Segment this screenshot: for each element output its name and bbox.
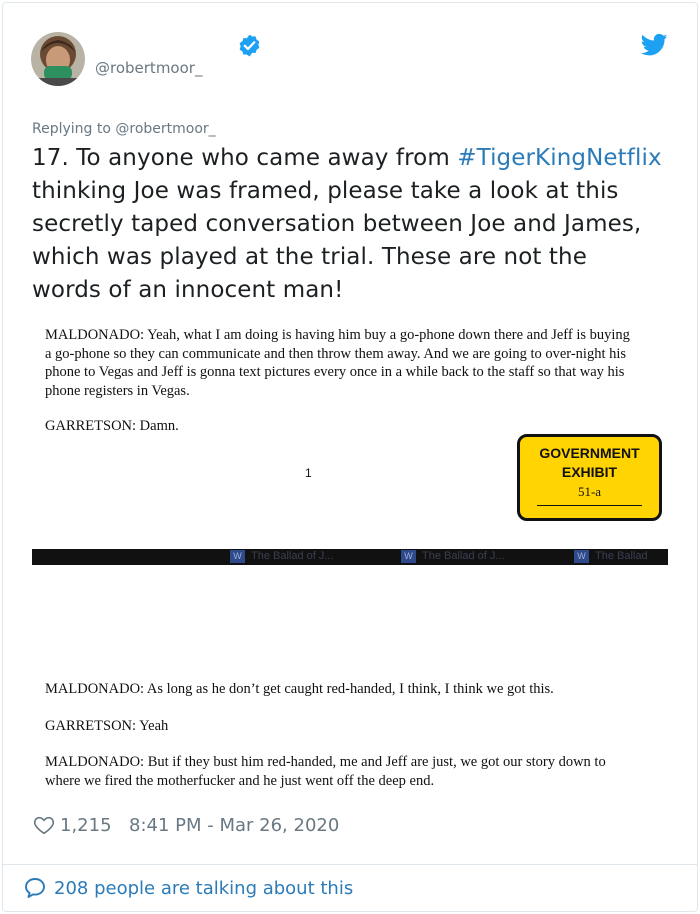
watermark-text: The Ballad xyxy=(595,550,648,562)
tweet-text xyxy=(32,142,662,307)
tweet-text-start: 17. To anyone who came away from xyxy=(32,145,458,171)
watermark-text: The Ballad of J... xyxy=(422,550,505,562)
transcript-para-5: MALDONADO: But if they bust him red-handed, me and Jeff are just, we got our story down to where we fired the motherfucker and he just went off the deep end. xyxy=(45,754,606,789)
transcript-para-1: MALDONADO: Yeah, what I am doing is having him buy a go-phone down there and Jeff is buying a go-phone so they can communicate and then throw them away. And we are going to over-night his phone to Vegas and Jeff is gonna text pictures every once in a while back to the staff so that way his phone registers in Vegas. xyxy=(45,327,630,399)
watermark-icon: W xyxy=(401,550,416,563)
speech-bubble-icon[interactable] xyxy=(23,876,47,900)
replying-to[interactable]: Replying to @robertmoor_ xyxy=(32,121,216,137)
transcript-para-4: GARRETSON: Yeah xyxy=(45,717,169,734)
watermark-strip xyxy=(32,549,668,565)
watermark-2 xyxy=(401,550,505,564)
like-count[interactable]: 1,215 xyxy=(60,815,112,836)
exhibit-label-1: GOVERNMENT xyxy=(539,445,640,461)
exhibit-sticker xyxy=(517,434,662,521)
watermark-icon: W xyxy=(230,550,245,563)
exhibit-label-2: EXHIBIT xyxy=(561,464,618,480)
timestamp[interactable]: 8:41 PM - Mar 26, 2020 xyxy=(129,815,340,836)
watermark-3 xyxy=(574,550,648,564)
hashtag-link[interactable]: #TigerKingNetflix xyxy=(457,145,662,171)
watermark-icon: W xyxy=(574,550,589,563)
divider xyxy=(2,864,698,865)
page-number: 1 xyxy=(305,466,312,480)
watermark-text: The Ballad of J... xyxy=(251,550,334,562)
transcript-lower xyxy=(45,680,635,808)
conversation-link[interactable]: 208 people are talking about this xyxy=(54,878,354,899)
user-handle[interactable]: @robertmoor_ xyxy=(95,59,203,77)
transcript-para-3: MALDONADO: As long as he don’t get caught red-handed, I think, I think we got this. xyxy=(45,681,554,697)
transcript-image[interactable] xyxy=(32,318,668,800)
twitter-bird-icon[interactable] xyxy=(641,33,668,57)
watermark-1 xyxy=(230,550,334,564)
heart-icon[interactable] xyxy=(33,814,55,836)
exhibit-underline xyxy=(537,505,642,506)
avatar[interactable] xyxy=(31,32,85,86)
transcript-para-2: GARRETSON: Damn. xyxy=(45,418,179,434)
tweet-text-end: thinking Joe was framed, please take a look at this secretly taped conversation between Joe and James, which was played at the trial. These are not the words of an innocent man! xyxy=(32,178,642,303)
verified-badge-icon xyxy=(237,33,262,58)
exhibit-number: 51-a xyxy=(577,484,602,499)
